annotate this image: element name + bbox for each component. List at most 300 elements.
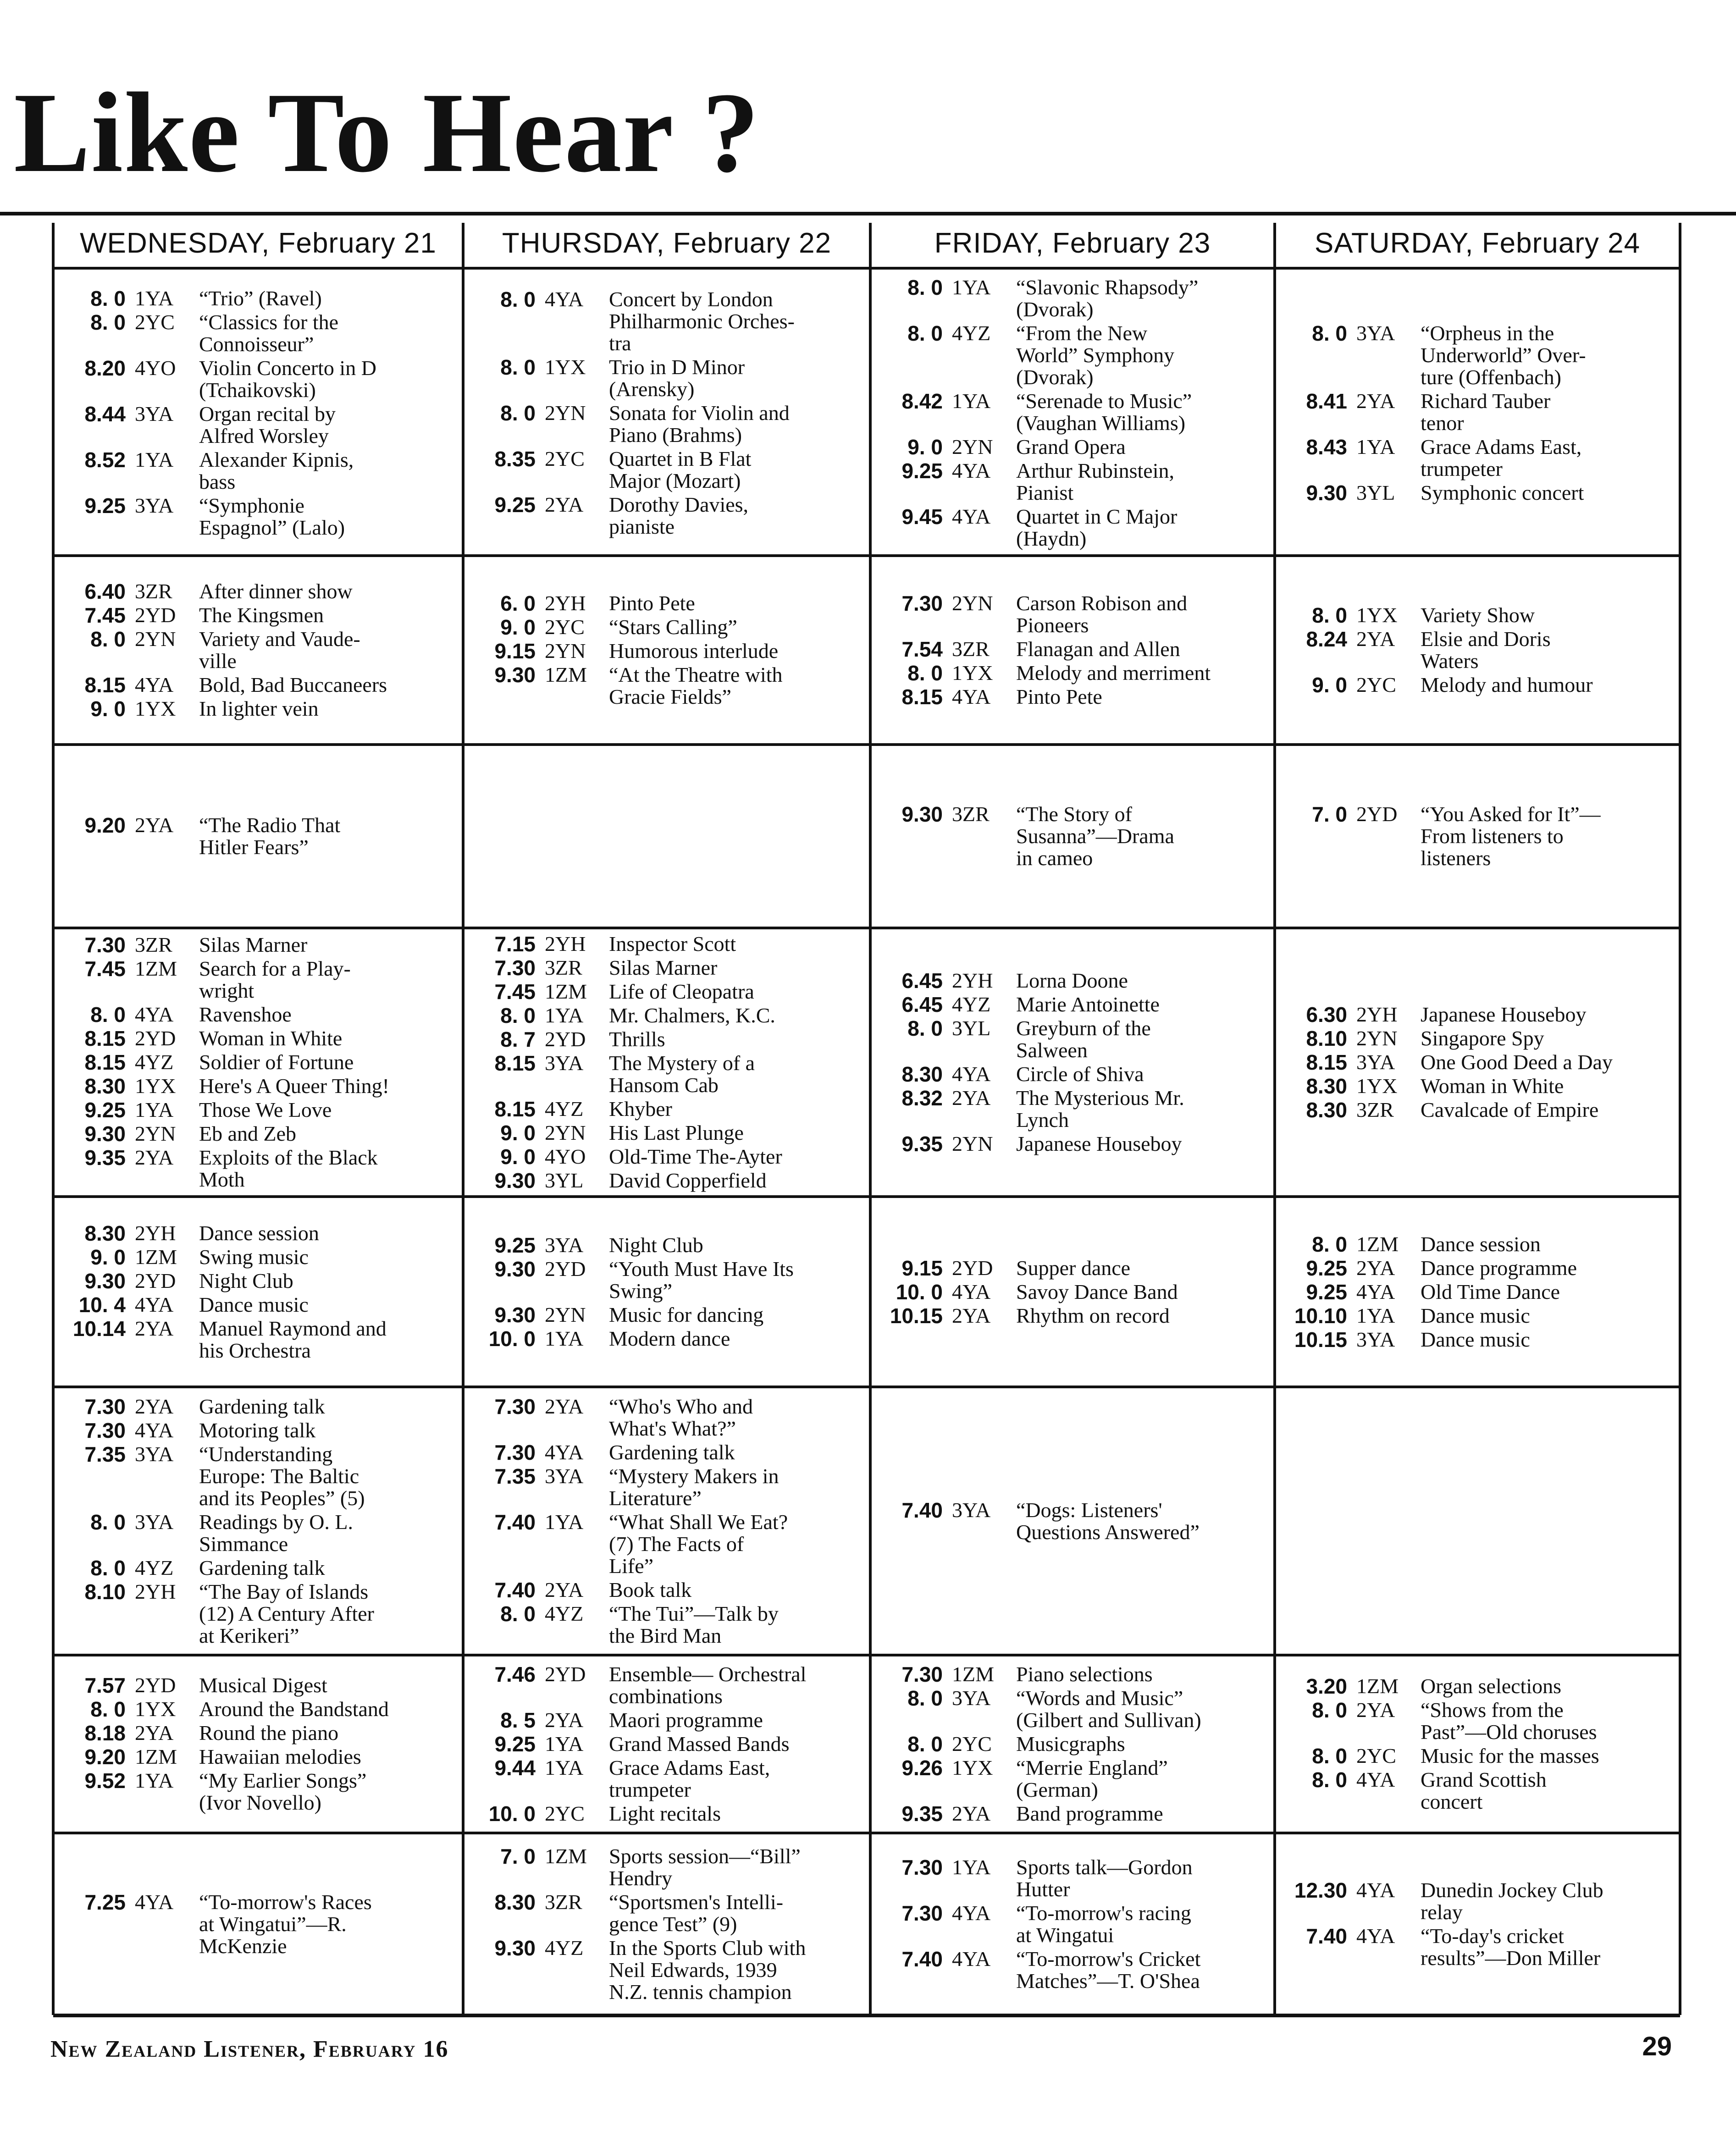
station-call-sign: 2YA bbox=[952, 1802, 991, 1825]
programme-time: 10. 4 bbox=[78, 1292, 126, 1317]
programme-title: Richard Tauber tenor bbox=[1421, 389, 1551, 435]
programme-entry bbox=[879, 638, 1268, 660]
programme-entry bbox=[1283, 1745, 1674, 1767]
footer-publication: New Zealand Listener, February 16 bbox=[50, 2036, 449, 2062]
programme-entry bbox=[471, 1603, 864, 1647]
programme-title: Singapore Spy bbox=[1421, 1027, 1544, 1050]
programme-title: Khyber bbox=[609, 1097, 672, 1121]
programme-time: 8.30 bbox=[1306, 1074, 1347, 1098]
programme-time: 3.20 bbox=[1306, 1674, 1347, 1698]
station-call-sign: 2YA bbox=[545, 1578, 584, 1601]
programme-time: 8.15 bbox=[1306, 1050, 1347, 1074]
programme-title: Eb and Zeb bbox=[199, 1122, 297, 1145]
programme-entry bbox=[471, 1234, 864, 1256]
programme-cell bbox=[53, 271, 463, 556]
programme-time: 8.30 bbox=[84, 1074, 126, 1098]
programme-time: 9.25 bbox=[84, 1098, 126, 1122]
programme-entry bbox=[61, 1511, 457, 1555]
station-call-sign: 4YZ bbox=[135, 1556, 174, 1579]
station-call-sign: 4YA bbox=[952, 1901, 991, 1925]
programme-cell bbox=[463, 1833, 870, 2015]
programme-entry bbox=[471, 356, 864, 400]
programme-title: “Who's Who and What's What?” bbox=[609, 1394, 753, 1440]
programme-entry bbox=[879, 1757, 1268, 1801]
day-header: WEDNESDAY, February 21 bbox=[80, 227, 437, 259]
programme-title: Round the piano bbox=[199, 1721, 339, 1744]
programme-title: In lighter vein bbox=[199, 697, 319, 720]
station-call-sign: 2YN bbox=[545, 1121, 586, 1144]
programme-title: David Copperfield bbox=[609, 1169, 767, 1192]
programme-entry bbox=[61, 628, 457, 672]
programme-time: 9.25 bbox=[494, 1732, 536, 1756]
programme-time: 9.52 bbox=[84, 1769, 126, 1793]
programme-title: Those We Love bbox=[199, 1098, 332, 1121]
programme-entry bbox=[471, 1937, 864, 2003]
programme-entry bbox=[1283, 1281, 1674, 1303]
programme-entry bbox=[471, 1328, 864, 1350]
programme-time: 7.30 bbox=[494, 1440, 536, 1464]
programme-cell bbox=[1275, 556, 1680, 745]
station-call-sign: 3ZR bbox=[952, 637, 990, 661]
station-call-sign: 2YA bbox=[545, 1708, 584, 1732]
programme-time: 8. 0 bbox=[907, 1686, 943, 1710]
programme-time: 8.15 bbox=[901, 685, 943, 709]
programme-entry bbox=[61, 674, 457, 696]
station-call-sign: 2YH bbox=[545, 932, 586, 955]
station-call-sign: 1YA bbox=[1356, 435, 1395, 458]
station-call-sign: 2YA bbox=[1356, 1256, 1395, 1280]
programme-time: 12.30 bbox=[1294, 1878, 1347, 1902]
programme-title: Silas Marner bbox=[199, 933, 308, 956]
programme-entry bbox=[61, 1557, 457, 1579]
station-call-sign: 2YA bbox=[135, 1721, 174, 1744]
programme-entry bbox=[61, 1294, 457, 1316]
station-call-sign: 4YA bbox=[952, 685, 991, 708]
programme-title: Hawaiian melodies bbox=[199, 1745, 361, 1768]
programme-cell bbox=[1275, 928, 1680, 1197]
programme-title: Bold, Bad Buccaneers bbox=[199, 673, 387, 696]
programme-entry bbox=[471, 1733, 864, 1755]
station-call-sign: 2YH bbox=[952, 969, 993, 992]
programme-title: Life of Cleopatra bbox=[609, 980, 754, 1003]
programme-entry bbox=[879, 970, 1268, 992]
programme-time: 9.30 bbox=[1306, 481, 1347, 505]
programme-entry bbox=[879, 1902, 1268, 1946]
programme-title: “My Earlier Songs” (Ivor Novello) bbox=[199, 1769, 367, 1814]
programme-title: Exploits of the Black Moth bbox=[199, 1146, 378, 1191]
programme-entry bbox=[61, 1123, 457, 1145]
programme-title: After dinner show bbox=[199, 580, 353, 603]
station-call-sign: 2YA bbox=[952, 1086, 991, 1110]
programme-time: 8. 0 bbox=[907, 1016, 943, 1040]
station-call-sign: 2YC bbox=[135, 310, 175, 334]
programme-entry bbox=[879, 1499, 1268, 1543]
programme-title: Arthur Rubinstein, Pianist bbox=[1016, 459, 1174, 504]
programme-entry bbox=[1283, 322, 1674, 388]
programme-cell bbox=[53, 556, 463, 745]
programme-time: 6. 0 bbox=[500, 591, 536, 615]
programme-entry bbox=[471, 1258, 864, 1302]
station-call-sign: 3YA bbox=[1356, 321, 1395, 345]
programme-title: “To-morrow's Cricket Matches”—T. O'Shea bbox=[1016, 1947, 1201, 1993]
programme-title: “Symphonie Espagnol” (Lalo) bbox=[199, 494, 345, 539]
programme-title: Elsie and Doris Waters bbox=[1421, 627, 1551, 673]
programme-time: 8.35 bbox=[494, 447, 536, 471]
programme-time: 7.40 bbox=[1306, 1924, 1347, 1948]
programme-title: Motoring talk bbox=[199, 1418, 316, 1442]
station-call-sign: 2YH bbox=[545, 591, 586, 615]
programme-entry bbox=[879, 506, 1268, 550]
station-call-sign: 2YD bbox=[1356, 802, 1398, 826]
programme-title: “Merrie England” (German) bbox=[1016, 1756, 1168, 1801]
programme-title: Dance session bbox=[1421, 1232, 1541, 1256]
programme-time: 9. 0 bbox=[90, 697, 126, 721]
programme-cell bbox=[1275, 1197, 1680, 1387]
programme-time: 8.15 bbox=[84, 1050, 126, 1074]
programme-time: 10.14 bbox=[72, 1316, 126, 1341]
station-call-sign: 1YA bbox=[545, 1004, 584, 1027]
programme-entry bbox=[61, 1004, 457, 1026]
programme-time: 8. 0 bbox=[907, 661, 943, 685]
programme-title: Sports session—“Bill” Hendry bbox=[609, 1844, 801, 1890]
programme-time: 8.52 bbox=[84, 448, 126, 472]
programme-entry bbox=[61, 814, 457, 858]
station-call-sign: 2YA bbox=[1356, 627, 1395, 651]
programme-entry bbox=[879, 460, 1268, 504]
programme-title: Sonata for Violin and Piano (Brahms) bbox=[609, 401, 790, 447]
programme-entry bbox=[61, 357, 457, 401]
programme-title: Dunedin Jockey Club relay bbox=[1421, 1878, 1603, 1924]
programme-time: 8.44 bbox=[84, 402, 126, 426]
programme-entry bbox=[471, 616, 864, 638]
programme-time: 8.30 bbox=[494, 1890, 536, 1914]
programme-entry bbox=[61, 287, 457, 309]
station-call-sign: 1YA bbox=[952, 276, 991, 299]
programme-entry bbox=[471, 288, 864, 354]
station-call-sign: 3YA bbox=[545, 1233, 584, 1257]
programme-entry bbox=[1283, 1699, 1674, 1743]
programme-title: Piano selections bbox=[1016, 1662, 1153, 1686]
station-call-sign: 3YL bbox=[545, 1169, 584, 1192]
programme-time: 9. 0 bbox=[90, 1245, 126, 1269]
programme-time: 8.15 bbox=[494, 1097, 536, 1121]
programme-entry bbox=[61, 1270, 457, 1292]
programme-title: Flanagan and Allen bbox=[1016, 637, 1180, 661]
programme-time: 8. 0 bbox=[907, 276, 943, 299]
programme-entry bbox=[879, 592, 1268, 636]
station-call-sign: 4YA bbox=[1356, 1768, 1395, 1791]
station-call-sign: 3YA bbox=[1356, 1327, 1395, 1351]
programme-time: 9.30 bbox=[494, 1936, 536, 1960]
programme-title: Variety and Vaude- ville bbox=[199, 627, 360, 673]
station-call-sign: 2YD bbox=[545, 1027, 586, 1051]
programme-time: 8.24 bbox=[1306, 627, 1347, 651]
station-call-sign: 3YA bbox=[545, 1051, 584, 1075]
programme-entry bbox=[879, 803, 1268, 869]
programme-title: Here's A Queer Thing! bbox=[199, 1074, 389, 1098]
station-call-sign: 2YC bbox=[952, 1732, 992, 1756]
programme-cell bbox=[870, 556, 1275, 745]
programme-time: 8. 0 bbox=[500, 1004, 536, 1027]
station-call-sign: 2YD bbox=[135, 1269, 176, 1292]
programme-entry bbox=[61, 1722, 457, 1744]
programme-entry bbox=[1283, 604, 1674, 626]
programme-time: 6.45 bbox=[901, 993, 943, 1016]
programme-cell bbox=[1275, 1655, 1680, 1833]
programme-time: 7.45 bbox=[84, 603, 126, 627]
station-call-sign: 4YA bbox=[952, 505, 991, 528]
programme-time: 8.32 bbox=[901, 1086, 943, 1110]
programme-time: 9.25 bbox=[494, 1233, 536, 1257]
programme-entry bbox=[471, 1441, 864, 1463]
programme-title: Marie Antoinette bbox=[1016, 993, 1160, 1016]
programme-title: Modern dance bbox=[609, 1326, 730, 1350]
station-call-sign: 2YD bbox=[135, 1673, 176, 1697]
programme-title: Gardening talk bbox=[199, 1394, 325, 1418]
programme-title: Swing music bbox=[199, 1245, 309, 1269]
programme-title: Night Club bbox=[199, 1269, 293, 1292]
programme-entry bbox=[61, 1746, 457, 1768]
page-title: Like To Hear ? bbox=[14, 69, 760, 196]
programme-title: Music for the masses bbox=[1421, 1744, 1599, 1767]
programme-time: 8. 0 bbox=[500, 1601, 536, 1626]
programme-time: 10.15 bbox=[1294, 1327, 1347, 1352]
station-call-sign: 4YO bbox=[135, 356, 176, 380]
programme-title: Mr. Chalmers, K.C. bbox=[609, 1004, 775, 1027]
programme-time: 8.30 bbox=[84, 1221, 126, 1245]
programme-title: “The Tui”—Talk by the Bird Man bbox=[609, 1601, 779, 1647]
programme-time: 8.15 bbox=[84, 1027, 126, 1050]
programme-time: 8.42 bbox=[901, 389, 943, 413]
station-call-sign: 1ZM bbox=[545, 663, 587, 686]
page-number: 29 bbox=[1642, 2032, 1672, 2061]
station-call-sign: 1YA bbox=[545, 1326, 584, 1350]
programme-title: Greyburn of the Salween bbox=[1016, 1016, 1151, 1062]
programme-time: 8. 0 bbox=[90, 1003, 126, 1027]
programme-title: “Shows from the Past”—Old choruses bbox=[1421, 1698, 1597, 1744]
station-call-sign: 4YZ bbox=[952, 993, 991, 1016]
programme-entry bbox=[1283, 803, 1674, 869]
programme-entry bbox=[471, 1579, 864, 1601]
programme-time: 7.46 bbox=[494, 1662, 536, 1686]
station-call-sign: 3ZR bbox=[135, 933, 172, 956]
programme-entry bbox=[61, 958, 457, 1002]
programme-title: Gardening talk bbox=[199, 1556, 325, 1579]
programme-time: 7.25 bbox=[84, 1890, 126, 1914]
programme-entry bbox=[61, 1147, 457, 1191]
programme-cell bbox=[463, 928, 870, 1197]
programme-time: 8.30 bbox=[901, 1062, 943, 1086]
station-call-sign: 3YA bbox=[1356, 1050, 1395, 1074]
station-call-sign: 4YA bbox=[135, 1003, 174, 1026]
programme-entry bbox=[879, 1305, 1268, 1327]
programme-title: Inspector Scott bbox=[609, 932, 736, 955]
programme-time: 9.25 bbox=[1306, 1280, 1347, 1304]
station-call-sign: 4YA bbox=[952, 1062, 991, 1086]
station-call-sign: 2YA bbox=[1356, 389, 1395, 413]
programme-entry bbox=[1283, 1925, 1674, 1969]
programme-title: Symphonic concert bbox=[1421, 481, 1584, 504]
programme-title: Readings by O. L. Simmance bbox=[199, 1510, 354, 1556]
programme-time: 9. 0 bbox=[500, 1121, 536, 1145]
programme-title: Musical Digest bbox=[199, 1673, 327, 1697]
station-call-sign: 4YA bbox=[545, 1440, 584, 1464]
programme-time: 7.30 bbox=[84, 933, 126, 957]
programme-title: The Kingsmen bbox=[199, 603, 324, 627]
programme-time: 9.26 bbox=[901, 1756, 943, 1780]
station-call-sign: 2YA bbox=[135, 1146, 174, 1169]
programme-time: 8. 0 bbox=[500, 401, 536, 425]
programme-cell bbox=[870, 1387, 1275, 1655]
programme-entry bbox=[471, 1122, 864, 1144]
programme-entry bbox=[1283, 1769, 1674, 1813]
station-call-sign: 3ZR bbox=[952, 802, 990, 826]
station-call-sign: 2YC bbox=[545, 615, 585, 639]
programme-entry bbox=[471, 448, 864, 492]
station-call-sign: 2YA bbox=[135, 1394, 174, 1418]
programme-time: 8. 0 bbox=[1312, 1232, 1347, 1256]
programme-title: Concert by London Philharmonic Orches- tra bbox=[609, 287, 795, 355]
station-call-sign: 1YA bbox=[545, 1732, 584, 1756]
programme-title: Dance session bbox=[199, 1221, 319, 1245]
station-call-sign: 2YC bbox=[545, 1802, 585, 1825]
programme-entry bbox=[879, 1803, 1268, 1825]
station-call-sign: 1YX bbox=[1356, 603, 1398, 627]
programme-entry bbox=[1283, 674, 1674, 696]
programme-time: 9.35 bbox=[901, 1132, 943, 1156]
top-rule bbox=[0, 212, 1736, 215]
programme-cell bbox=[870, 1833, 1275, 2015]
programme-time: 9.35 bbox=[901, 1802, 943, 1826]
programme-entry bbox=[61, 1698, 457, 1720]
programme-time: 8.10 bbox=[84, 1579, 126, 1604]
programme-time: 10. 0 bbox=[896, 1280, 943, 1304]
programme-time: 9.45 bbox=[901, 505, 943, 529]
station-call-sign: 2YN bbox=[135, 627, 176, 651]
programme-entry bbox=[61, 1674, 457, 1696]
station-call-sign: 3ZR bbox=[545, 1890, 582, 1914]
station-call-sign: 4YA bbox=[135, 673, 174, 696]
programme-title: Alexander Kipnis, bass bbox=[199, 448, 354, 493]
programme-time: 8. 0 bbox=[90, 310, 126, 334]
programme-entry bbox=[471, 1845, 864, 1889]
programme-title: “From the New World” Symphony (Dvorak) bbox=[1016, 321, 1175, 389]
programme-time: 9. 0 bbox=[500, 1145, 536, 1169]
programme-cell bbox=[463, 1655, 870, 1833]
programme-title: “Trio” (Ravel) bbox=[199, 287, 322, 310]
programme-entry bbox=[879, 686, 1268, 708]
station-call-sign: 2YN bbox=[545, 1303, 586, 1326]
station-call-sign: 1YX bbox=[952, 661, 993, 685]
programme-title: “Sportsmen's Intelli- gence Test” (9) bbox=[609, 1890, 784, 1936]
station-call-sign: 4YO bbox=[545, 1145, 586, 1168]
programme-time: 9. 0 bbox=[907, 435, 943, 459]
station-call-sign: 3YA bbox=[135, 1510, 174, 1534]
programme-entry bbox=[1283, 1329, 1674, 1351]
programme-entry bbox=[1283, 1257, 1674, 1279]
programme-title: Manuel Raymond and his Orchestra bbox=[199, 1316, 387, 1362]
programme-entry bbox=[61, 403, 457, 447]
programme-cell bbox=[463, 1197, 870, 1387]
programme-entry bbox=[61, 604, 457, 626]
programme-entry bbox=[1283, 1879, 1674, 1923]
programme-title: Japanese Houseboy bbox=[1421, 1003, 1587, 1026]
programme-title: The Mystery of a Hansom Cab bbox=[609, 1051, 755, 1097]
station-call-sign: 3YL bbox=[1356, 481, 1395, 504]
programme-entry bbox=[879, 662, 1268, 684]
station-call-sign: 4YA bbox=[952, 1947, 991, 1971]
programme-time: 7.30 bbox=[901, 1855, 943, 1879]
programme-title: Trio in D Minor (Arensky) bbox=[609, 355, 745, 401]
programme-time: 8.15 bbox=[84, 673, 126, 697]
programme-entry bbox=[879, 276, 1268, 320]
programme-cell bbox=[1275, 745, 1680, 928]
programme-cell bbox=[463, 745, 870, 928]
station-call-sign: 2YA bbox=[952, 1303, 991, 1327]
programme-time: 10. 0 bbox=[488, 1802, 536, 1826]
programme-time: 8.30 bbox=[1306, 1098, 1347, 1122]
programme-title: “Serenade to Music” (Vaughan Williams) bbox=[1016, 389, 1192, 435]
programme-entry bbox=[61, 311, 457, 355]
station-call-sign: 2YH bbox=[135, 1579, 176, 1603]
station-call-sign: 2YD bbox=[545, 1257, 586, 1281]
programme-time: 7.57 bbox=[84, 1673, 126, 1697]
station-call-sign: 4YZ bbox=[545, 1936, 584, 1960]
programme-title: “The Story of Susanna”—Drama in cameo bbox=[1016, 802, 1174, 870]
station-call-sign: 4YA bbox=[135, 1418, 174, 1442]
programme-title: One Good Deed a Day bbox=[1421, 1050, 1613, 1074]
programme-time: 8. 0 bbox=[1312, 1768, 1347, 1792]
station-call-sign: 1YX bbox=[135, 1074, 176, 1098]
programme-title: The Mysterious Mr. Lynch bbox=[1016, 1086, 1184, 1132]
programme-cell bbox=[53, 1833, 463, 2015]
programme-cell bbox=[1275, 1387, 1680, 1655]
programme-title: Search for a Play- wright bbox=[199, 957, 351, 1002]
programme-time: 7.40 bbox=[494, 1578, 536, 1602]
programme-cell bbox=[53, 745, 463, 928]
programme-title: Grand Opera bbox=[1016, 435, 1126, 458]
programme-entry bbox=[879, 1087, 1268, 1131]
programme-title: Cavalcade of Empire bbox=[1421, 1098, 1599, 1121]
station-call-sign: 4YZ bbox=[952, 321, 991, 345]
programme-time: 8.15 bbox=[494, 1051, 536, 1075]
programme-title: Gardening talk bbox=[609, 1440, 735, 1464]
programme-entry bbox=[1283, 390, 1674, 434]
station-call-sign: 1YA bbox=[1356, 1303, 1395, 1327]
programme-time: 8. 0 bbox=[500, 355, 536, 379]
programme-time: 9.25 bbox=[901, 459, 943, 483]
programme-time: 9.20 bbox=[84, 813, 126, 837]
programme-title: Quartet in C Major (Haydn) bbox=[1016, 505, 1178, 550]
programme-entry bbox=[471, 1052, 864, 1096]
programme-entry bbox=[471, 1465, 864, 1509]
programme-time: 9.30 bbox=[494, 1257, 536, 1281]
station-call-sign: 1ZM bbox=[135, 1745, 177, 1768]
station-call-sign: 2YD bbox=[545, 1662, 586, 1686]
programme-time: 7.40 bbox=[901, 1498, 943, 1522]
programme-title: “To-morrow's Races at Wingatui”—R. McKenzie bbox=[199, 1890, 372, 1958]
station-call-sign: 2YA bbox=[135, 1316, 174, 1340]
programme-entry bbox=[1283, 436, 1674, 480]
programme-title: “Slavonic Rhapsody” (Dvorak) bbox=[1016, 276, 1199, 321]
programme-entry bbox=[879, 994, 1268, 1016]
programme-title: “The Bay of Islands (12) A Century After at Kerikeri” bbox=[199, 1579, 374, 1647]
programme-title: Quartet in B Flat Major (Mozart) bbox=[609, 447, 752, 492]
programme-time: 8. 0 bbox=[1312, 603, 1347, 627]
programme-title: Dance music bbox=[199, 1292, 309, 1316]
programme-entry bbox=[61, 449, 457, 493]
programme-entry bbox=[471, 1663, 864, 1707]
